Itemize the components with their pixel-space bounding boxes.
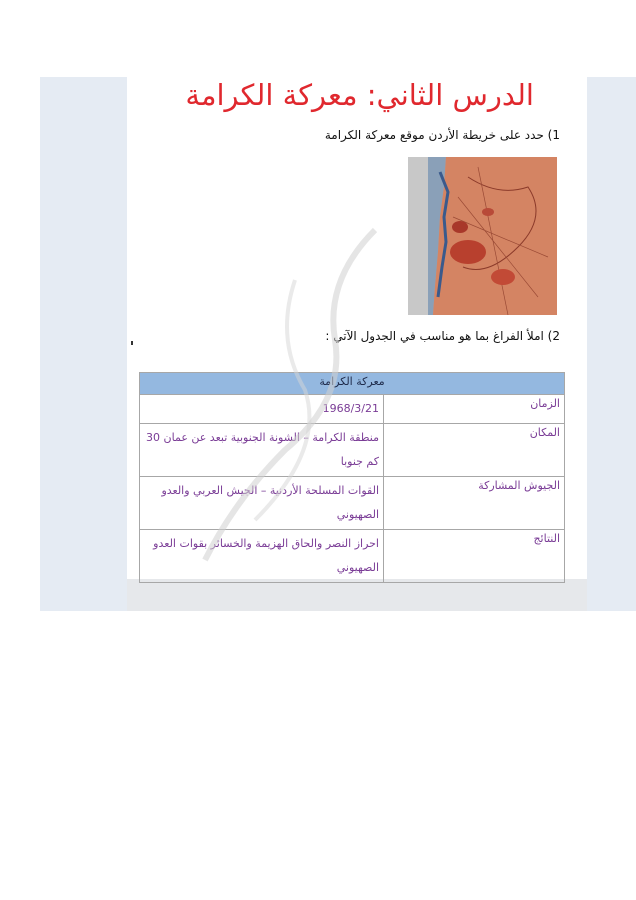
lesson-title: الدرس الثاني: معركة الكرامة [185,78,534,112]
row-label-results: النتائج [384,530,565,583]
row-value-armies: القوات المسلحة الأردنية – الجيش العربي والعدو الصهيوني [140,477,384,530]
jordan-map-image [408,157,557,315]
row-value-results: احراز النصر والحاق الهزيمة والخسائر بقوات العدو الصهيوني [140,530,384,583]
table-header: معركة الكرامة [140,373,565,395]
margin-mark [131,341,133,345]
bottom-strip [127,579,587,611]
battle-info-table [139,372,565,583]
row-value-place: منطقة الكرامة – الشونة الجنوبية تبعد عن عمان 30 كم جنوبا [140,424,384,477]
table-row [140,424,565,477]
row-label-place: المكان [384,424,565,477]
row-label-time: الزمان [384,395,565,424]
question-2: 2) املأ الفراغ بما هو مناسب في الجدول الآتي : [325,329,560,343]
row-value-time: 1968/3/21 [140,395,384,424]
table-row [140,477,565,530]
table-header-row [140,373,565,395]
question-1: 1) حدد على خريطة الأردن موقع معركة الكرامة [324,128,560,142]
table-row [140,530,565,583]
row-label-armies: الجيوش المشاركة [384,477,565,530]
table-row [140,395,565,424]
